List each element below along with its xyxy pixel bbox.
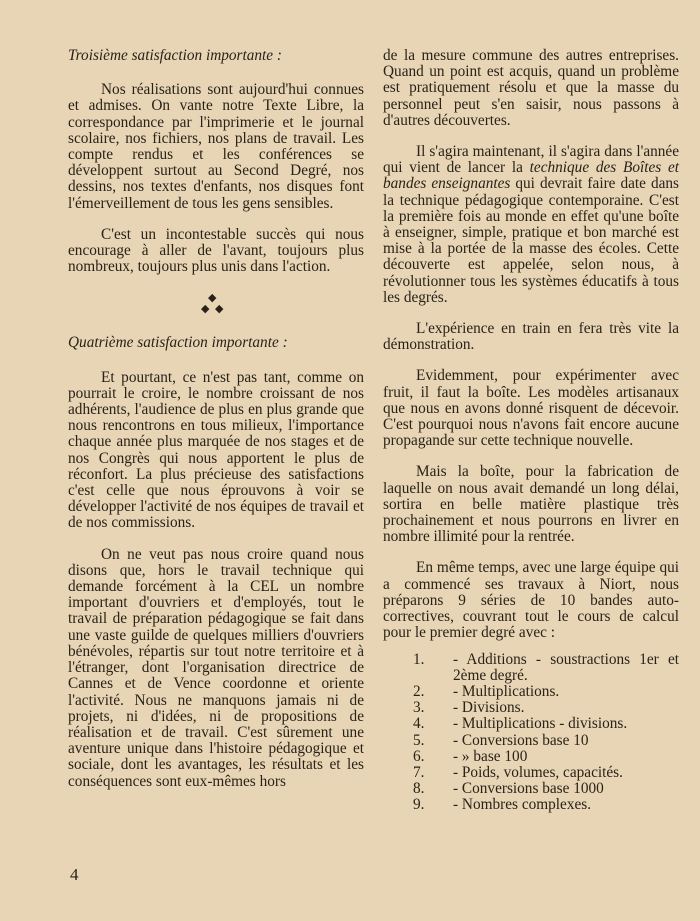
diamond-icon: ◆: [215, 303, 224, 316]
diamond-icon: ◆: [208, 292, 217, 305]
paragraph: Mais la boîte, pour la fabrication de laquelle on nous avait demandé un long délai, sortira en belle matière plastique très prochainement et nous pourrons en livrer en nombre illimité pour la rentrée.: [383, 463, 679, 546]
left-column: [68, 48, 364, 790]
section-heading-4: Quatrième satisfaction importante :: [68, 334, 288, 352]
list-item: 2. - Multiplications.: [413, 682, 560, 700]
paragraph: Evidemment, pour expérimenter avec fruit, il faut la boîte. Les modèles artisanaux que nous en avons donné risquent de décevoir. C'est pourquoi nous n'avons fait encore aucune propagande sur cette technique nouvelle.: [383, 367, 679, 450]
list-item: 5. - Conversions base 10: [413, 731, 589, 749]
list-item: 6. - » base 100: [413, 747, 528, 765]
diamond-separator: [68, 291, 364, 321]
list-item: 9. - Nombres complexes.: [413, 796, 592, 814]
series-list: [383, 652, 679, 814]
diamond-icon: ◆: [201, 303, 210, 316]
paragraph: En même temps, avec une large équipe qui a commencé ses travaux à Niort, nous préparons 9 séries de 10 bandes auto-correctives, couvrant tout le cours de calcul pour le premier degré avec :: [383, 559, 679, 642]
list-item: 1. - Additions - soustractions 1er et 2ème degré.: [413, 650, 679, 684]
paragraph: Et pourtant, ce n'est pas tant, comme on pourrait le croire, le nombre croissant de nos adhérents, l'audience de plus en plus grande que nous rencontrons en tous milieux, l'importance chaque année plus marquée de nos stages et de nos Congrès qui nous apportent le plus de réconfort. La plus précieuse des satisfactions c'est celle que nous éprouvons à voir se développer l'activité de nos équipes de travail et de nos commissions.: [68, 368, 364, 532]
right-column: [383, 48, 679, 814]
page-number: 4: [70, 865, 79, 884]
paragraph: Nos réalisations sont aujourd'hui connues et admises. On vante notre Texte Libre, la correspondance par l'imprimerie et le journal scolaire, nos fichiers, nos plans de travail. Les compte rendus et les conférences se développent surtout au Second Degré, nos dessins, nos textes d'enfants, nos disques font l'émerveillement de tous les gens sensibles.: [68, 81, 364, 212]
list-item: 8. - Conversions base 1000: [413, 780, 604, 798]
paragraph: de la mesure commune des autres entreprises. Quand un point est acquis, quand un problème est pratiquement résolu et que la masse du personnel peut s'en saisir, nous passons à d'autres découvertes.: [383, 47, 679, 129]
paragraph: On ne veut pas nous croire quand nous disons que, hors le travail technique qui demande forcément à la CEL un nombre important d'ouvriers et d'employés, tout le travail de préparation pédagogique se fait dans une vaste guilde de quelques milliers d'ouvriers bénévoles, répartis sur tout notre territoire et à l'étranger, dont l'organisation directrice de Cannes et de Vence coordonne et oriente l'activité. Nous ne manquons jamais ni de projets, ni d'idées, ni de propositions de réalisation et de travail. C'est sûrement une aventure unique dans l'histoire pédagogique et sociale, dont les avantages, les résultats et les conséquences sont eux-mêmes hors: [68, 545, 364, 790]
section-heading-3: Troisième satisfaction importante :: [68, 47, 283, 64]
paragraph: Il s'agira maintenant, il s'agira dans l'année qui vient de lancer la technique des Boîtes et bandes enseignantes qui devrait faire date dans la technique pédagogique contemporaine. C'est la première fois au monde en effet qu'une boîte à enseigner, simple, pratique et bon marché est mise à la portée de la masse des écoles. Cette découverte est appelée, selon nous, à révolutionner tous les systèmes éducatifs à tous les degrés.: [383, 143, 679, 306]
paragraph: C'est un incontestable succès qui nous encourage à aller de l'avant, toujours plus nombreux, toujours plus unis dans l'action.: [68, 225, 364, 276]
list-item: 4. - Multiplications - divisions.: [413, 715, 628, 733]
paragraph: L'expérience en train en fera très vite la démonstration.: [383, 320, 679, 354]
list-item: 3. - Divisions.: [413, 699, 525, 717]
list-item: 7. - Poids, volumes, capacités.: [413, 763, 623, 781]
emphasis: technique des Boîtes et bandes enseignantes: [383, 159, 679, 193]
